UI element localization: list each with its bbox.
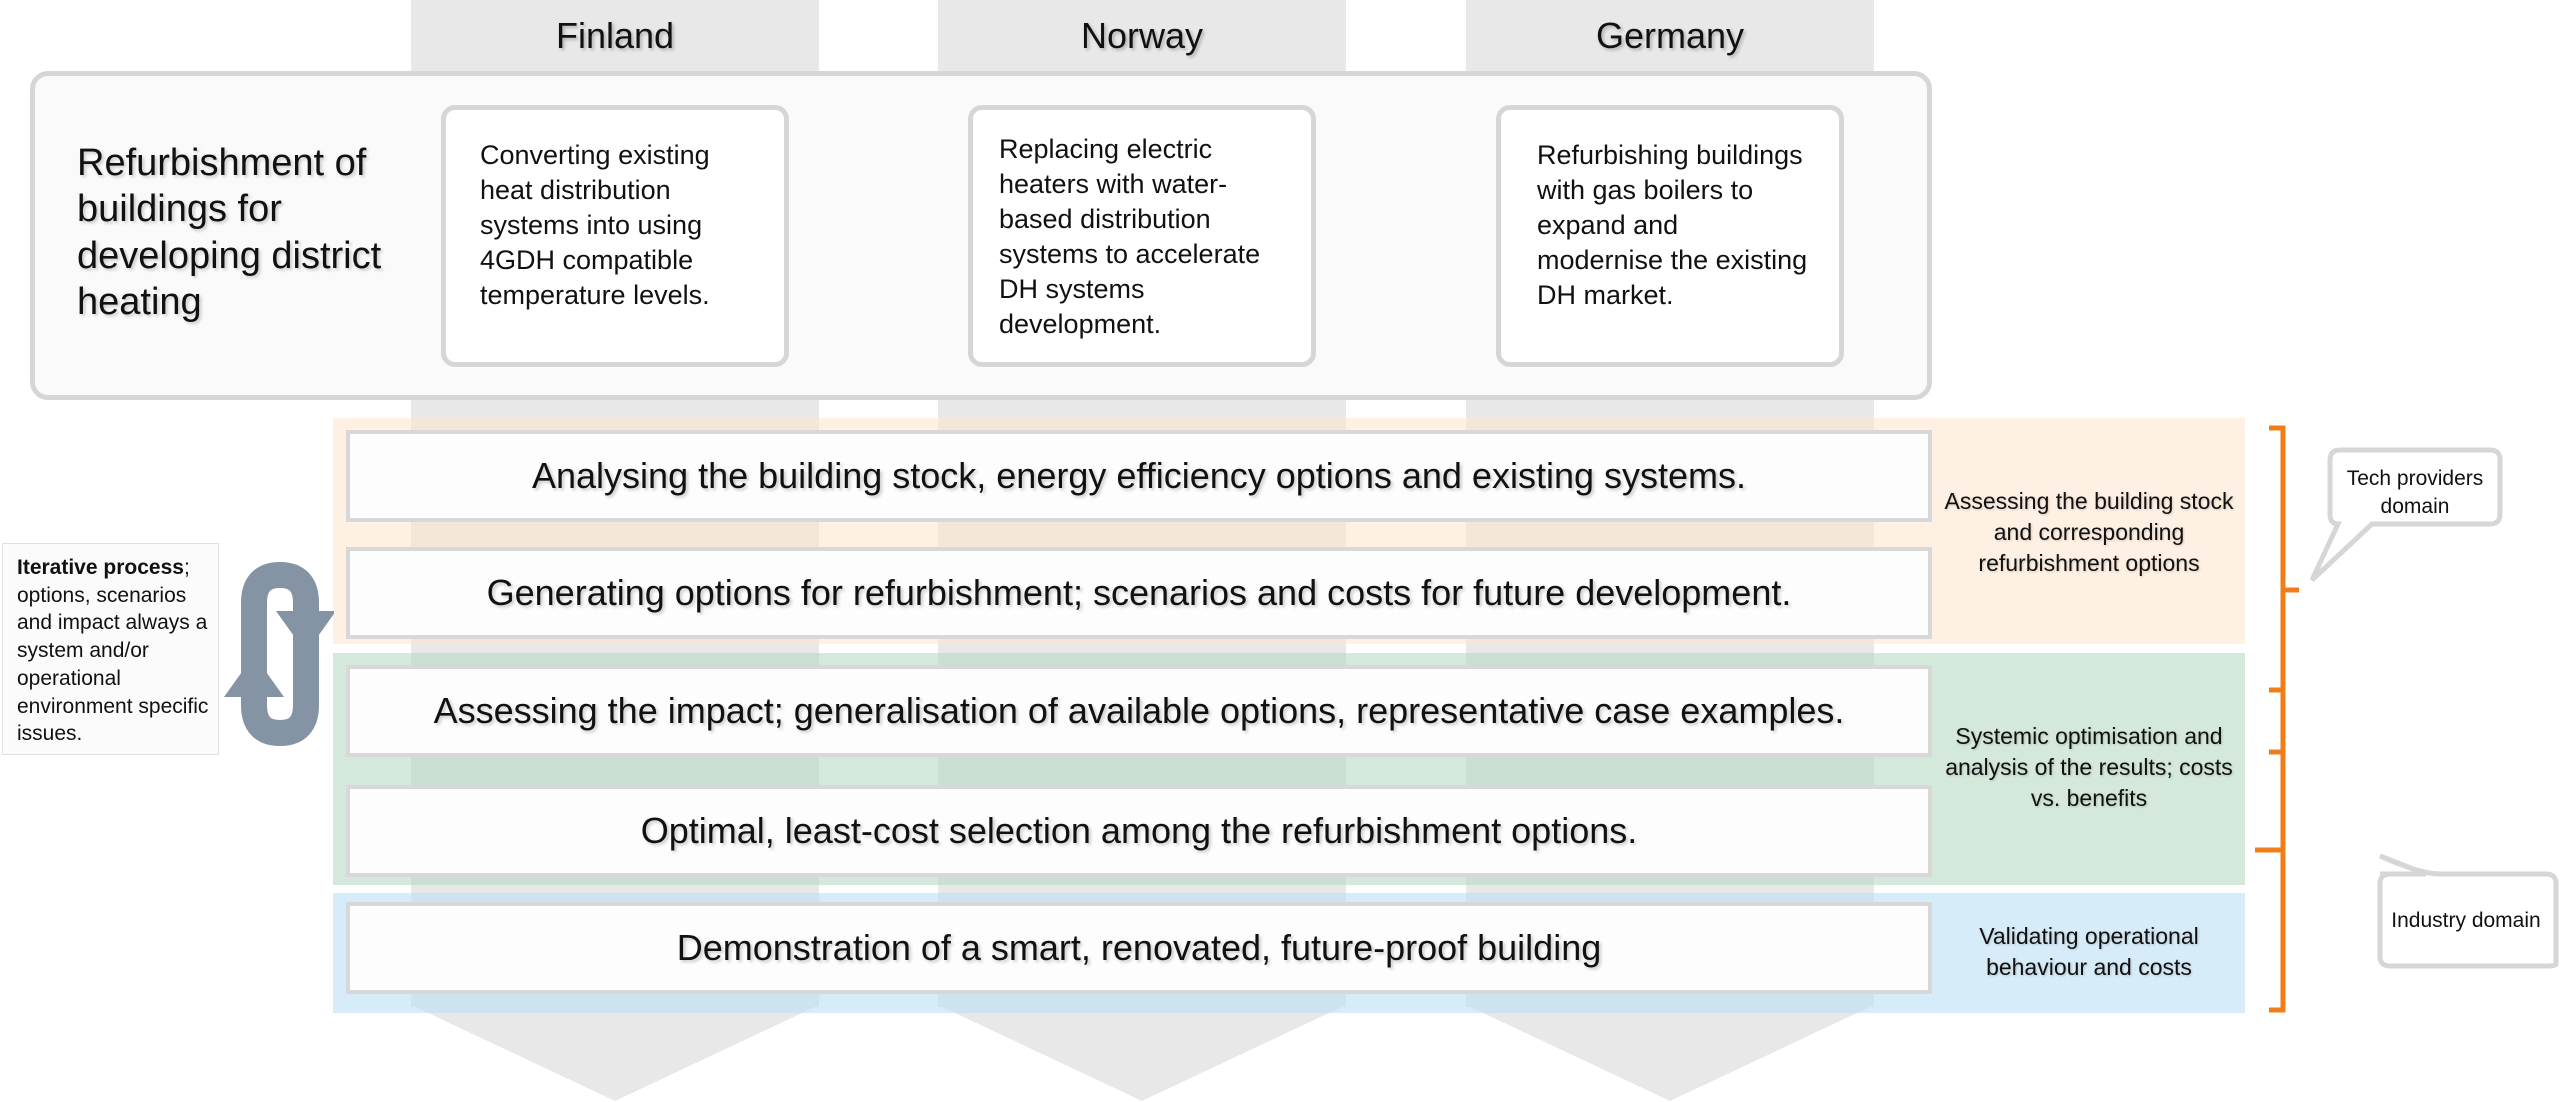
chevron-norway bbox=[938, 1005, 1346, 1101]
intro-title: Refurbishment of buildings for developing district heating bbox=[77, 142, 382, 324]
cycle-arrow-icon bbox=[224, 553, 334, 755]
country-box-norway bbox=[968, 105, 1316, 367]
country-box-finland bbox=[441, 105, 789, 367]
country-box-germany bbox=[1496, 105, 1844, 367]
iterative-process-text: ; options, scenarios and impact always a system and/or operational environment specific issues. bbox=[17, 556, 209, 746]
country-description-germany: Refurbishing buildings with gas boilers to expand and modernise the existing DH market. bbox=[1537, 140, 1808, 311]
step-generating-options: Generating options for refurbishment; scenarios and costs for future development. bbox=[346, 547, 1932, 639]
bubble-tech-text: Tech providers domain bbox=[2346, 467, 2484, 518]
iterative-process-bold: Iterative process bbox=[17, 556, 184, 579]
country-description-norway: Replacing electric heaters with water-based distribution systems to accelerate DH systems development. bbox=[999, 134, 1261, 340]
country-description-finland: Converting existing heat distribution systems into using 4GDH compatible temperature levels. bbox=[480, 140, 710, 311]
band-label-optimisation: Systemic optimisation and analysis of the results; costs vs. benefits bbox=[1945, 722, 2233, 812]
column-chevrons bbox=[0, 1005, 2560, 1102]
step-demonstration: Demonstration of a smart, renovated, future-proof building bbox=[346, 902, 1932, 994]
column-header-germany: Germany bbox=[1595, 15, 1745, 56]
column-header-norway: Norway bbox=[1080, 15, 1204, 56]
step-optimal-selection: Optimal, least-cost selection among the refurbishment options. bbox=[346, 785, 1932, 877]
chevron-germany bbox=[1466, 1005, 1874, 1101]
band-label-validation: Validating operational behaviour and costs bbox=[1979, 922, 2199, 980]
iterative-process-note bbox=[2, 543, 219, 755]
step-analysing: Analysing the building stock, energy efficiency options and existing systems. bbox=[346, 430, 1932, 522]
band-label-assessment: Assessing the building stock and corresponding refurbishment options bbox=[1944, 487, 2234, 577]
bubble-industry-text: Industry domain bbox=[2391, 909, 2541, 933]
bracket-industry bbox=[2255, 690, 2283, 1010]
step-assessing-impact: Assessing the impact; generalisation of available options, representative case examples. bbox=[346, 665, 1932, 757]
column-header-finland: Finland bbox=[555, 15, 675, 56]
chevron-finland bbox=[411, 1005, 819, 1101]
